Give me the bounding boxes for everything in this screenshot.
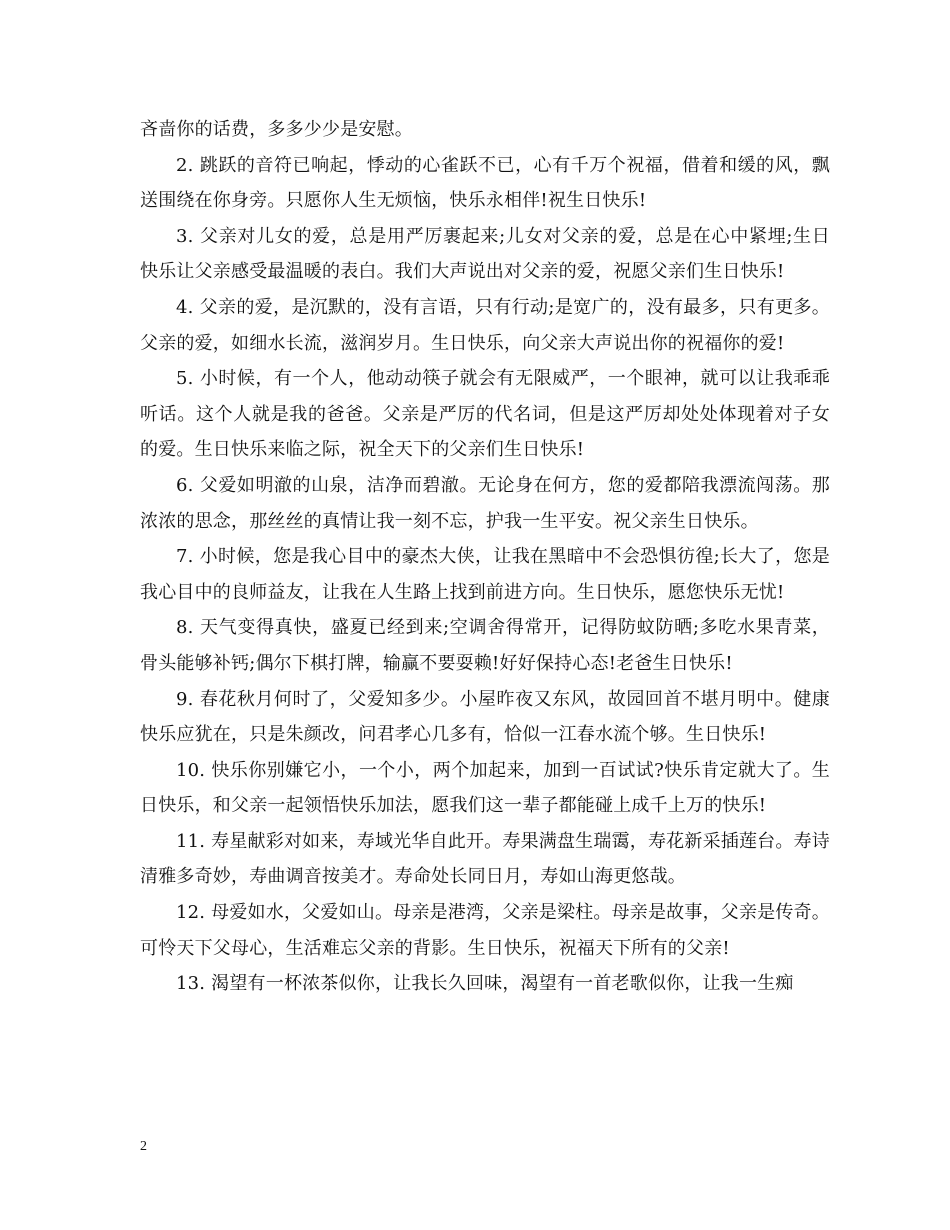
paragraph-3: 3. 父亲对儿女的爱，总是用严厉裹起来;儿女对父亲的爱，总是在心中紧埋;生日快乐让父亲感受最温暖的表白。我们大声说出对父亲的爱，祝愿父亲们生日快乐! — [140, 225, 830, 283]
paragraph-7: 7. 小时候，您是我心目中的豪杰大侠，让我在黑暗中不会恐惧彷徨;长大了，您是我心目中的良师益友，让我在人生路上找到前进方向。生日快乐，愿您快乐无忧! — [140, 546, 830, 603]
paragraph-2: 2. 跳跃的音符已响起，悸动的心雀跃不已，心有千万个祝福，借着和缓的风，飘送围绕在你身旁。只愿你人生无烦恼，快乐永相伴!祝生日快乐! — [140, 154, 830, 212]
paragraph-continuation: 吝啬你的话费，多多少少是安慰。 — [140, 119, 413, 140]
paragraph-10: 10. 快乐你别嫌它小，一个小，两个加起来，加到一百试试?快乐肯定就大了。生日快乐，和父亲一起领悟快乐加法，愿我们这一辈子都能碰上成千上万的快乐! — [140, 759, 830, 817]
paragraph-5: 5. 小时候，有一个人，他动动筷子就会有无限威严，一个眼神，就可以让我乖乖听话。这个人就是我的爸爸。父亲是严厉的代名词，但是这严厉却处处体现着对子女的爱。生日快乐来临之际，祝全天下的父亲们生日快乐! — [140, 368, 830, 461]
paragraph-11: 11. 寿星献彩对如来，寿域光华自此开。寿果满盘生瑞霭，寿花新采插莲台。寿诗清雅多奇妙，寿曲调音按美才。寿命处长同日月，寿如山海更悠哉。 — [140, 830, 830, 888]
paragraph-6: 6. 父爱如明澈的山泉，洁净而碧澈。无论身在何方，您的爱都陪我漂流闯荡。那浓浓的思念，那丝丝的真情让我一刻不忘，护我一生平安。祝父亲生日快乐。 — [140, 474, 830, 532]
paragraph-13: 13. 渴望有一杯浓茶似你，让我长久回味，渴望有一首老歌似你，让我一生痴 — [176, 973, 794, 995]
paragraph-9: 9. 春花秋月何时了，父爱知多少。小屋昨夜又东风，故园回首不堪月明中。健康快乐应犹在，只是朱颜改，问君孝心几多有，恰似一江春水流个够。生日快乐! — [140, 688, 830, 746]
paragraph-12: 12. 母爱如水，父爱如山。母亲是港湾，父亲是梁柱。母亲是故事，父亲是传奇。可怜天下父母心，生活难忘父亲的背影。生日快乐，祝福天下所有的父亲! — [140, 902, 830, 959]
document-body — [140, 112, 830, 1002]
paragraph-4: 4. 父亲的爱，是沉默的，没有言语，只有行动;是宽广的，没有最多，只有更多。父亲的爱，如细水长流，滋润岁月。生日快乐，向父亲大声说出你的祝福你的爱! — [140, 296, 830, 354]
page-number: 2 — [140, 1139, 147, 1154]
paragraph-8: 8. 天气变得真快，盛夏已经到来;空调舍得常开，记得防蚊防晒;多吃水果青菜，骨头能够补钙;偶尔下棋打牌，输赢不要耍赖!好好保持心态!老爸生日快乐! — [140, 617, 830, 674]
